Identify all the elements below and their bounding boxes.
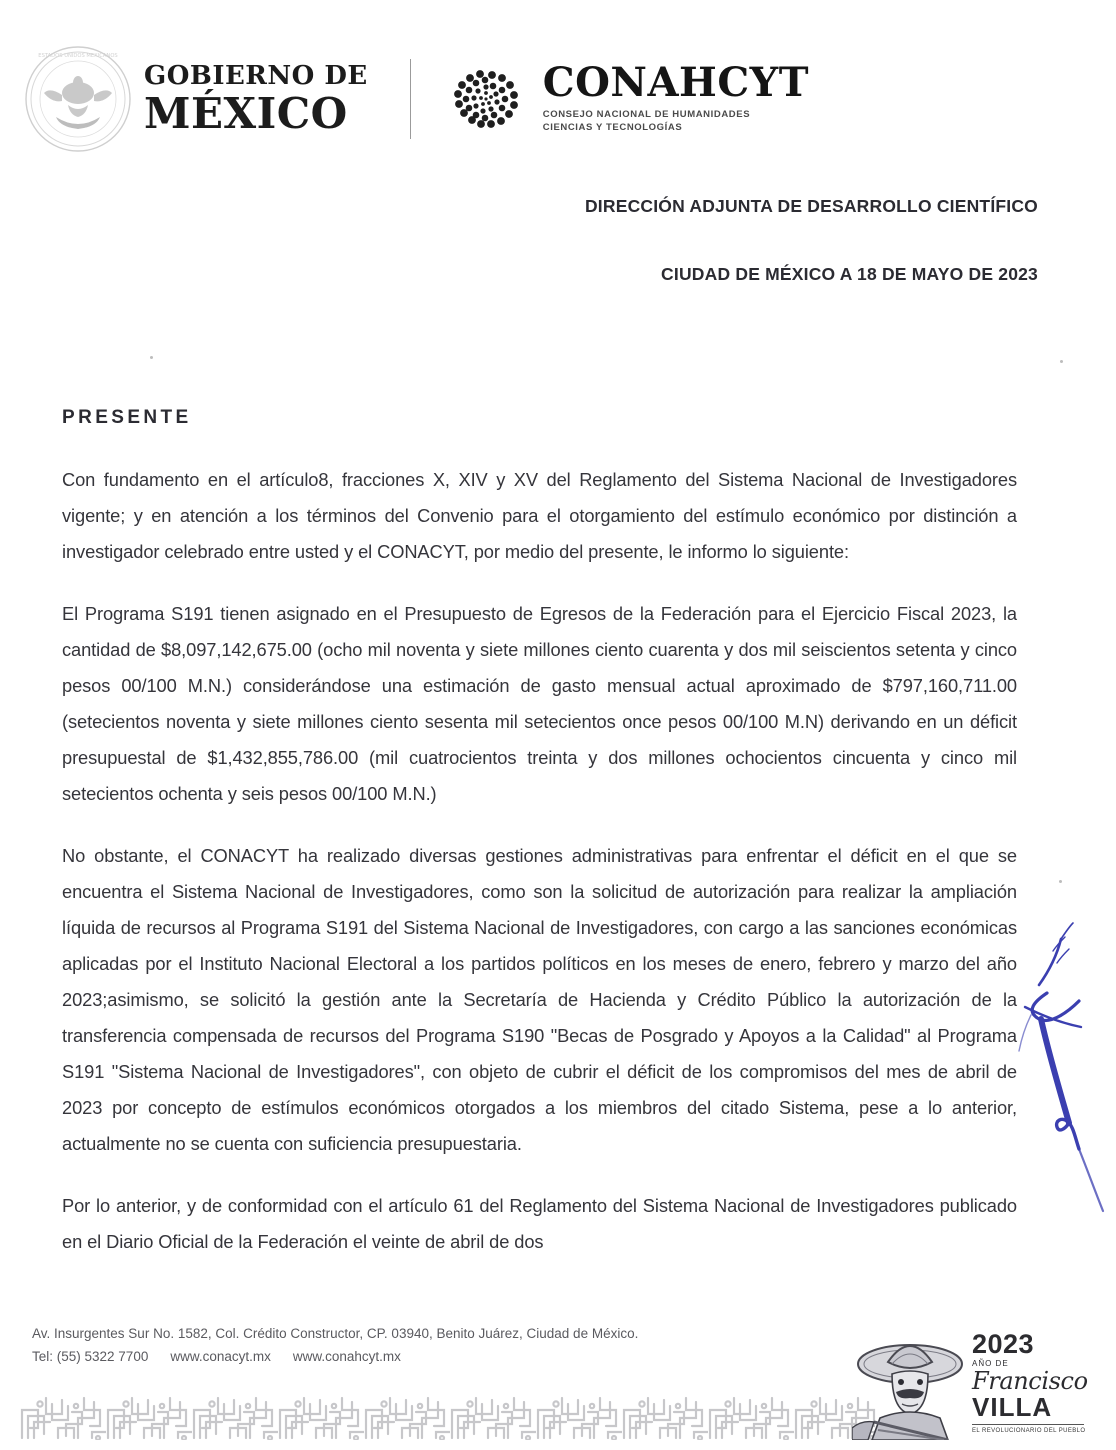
prehispanic-greca-pattern-band-icon [20, 1394, 880, 1440]
mexican-coat-of-arms-seal-icon [22, 43, 134, 155]
gobierno-de-mexico-wordmark [144, 61, 368, 138]
conahcyt-subtitle-line-1: CONSEJO NACIONAL DE HUMANIDADES [542, 109, 751, 121]
scan-speck [1059, 880, 1062, 883]
date-line: CIUDAD DE MÉXICO A 18 DE MAYO DE 2023 [661, 264, 1038, 284]
footer-address-line: Av. Insurgentes Sur No. 1582, Col. Crédito Constructor, CP. 03940, Benito Juárez, Ciudad de México. [32, 1326, 639, 1341]
footer-website-conacyt[interactable]: www.conacyt.mx [170, 1349, 271, 1364]
department-line: DIRECCIÓN ADJUNTA DE DESARROLLO CIENTÍFICO [584, 196, 1038, 216]
body-paragraph: El Programa S191 tienen asignado en el Presupuesto de Egresos de la Federación para el Ejercicio Fiscal 2023, la cantidad de $8,097,142,675.00 (ocho mil noventa y siete millones ciento cuarenta y dos mil seiscientos setenta y cinco pesos 00/100 M.N.) considerándose una estimación de gasto mensual actual aproximado de $797,160,711.00 (setecientos noventa y siete millones ciento sesenta mil setecientos once pesos 00/100 M.N) derivando en un déficit presupuestal de $1,432,855,786.00 (mil cuatrocientos treinta y dos millones ochocientos cincuenta y cinco mil setecientos ochenta y seis pesos 00/100 M.N.) [62, 603, 1017, 804]
body-paragraph: Con fundamento en el artículo8, fracciones X, XIV y XV del Reglamento del Sistema Nacional de Investigadores vigente; y en atención a los términos del Convenio para el otorgamiento del estímulo económico por distinción a investigador celebrado entre usted y el CONACYT, por medio del presente, le informo lo siguiente: [62, 469, 1017, 562]
svg-text:ESTADOS UNIDOS MEXICANOS: ESTADOS UNIDOS MEXICANOS [38, 53, 118, 59]
header-divider [410, 59, 411, 139]
villa-divider [972, 1424, 1084, 1425]
scan-speck [150, 356, 153, 359]
villa-first-name: Francisco [972, 1366, 1088, 1395]
footer-website-conahcyt[interactable]: www.conahcyt.mx [292, 1349, 401, 1364]
body-paragraph: No obstante, el CONACYT ha realizado diversas gestiones administrativas para enfrentar el déficit en el que se encuentra el Sistema Nacional de Investigadores, como son la solicitud de autorización para realizar la ampliación líquida de recursos al Programa S191 del Sistema Nacional de Investigadores, con cargo a las sanciones económicas aplicadas por el Instituto Nacional Electoral a los partidos políticos en los meses de enero, febrero y marzo del año 2023;asimismo, se solicitó la gestión ante la Secretaría de Hacienda y Crédito Público la autorización de la transferencia compensada de recursos del Programa S190 "Becas de Posgrado y Apoyos a la Calidad" al Programa S191 "Sistema Nacional de Investigadores", con objeto de cubrir el déficit de los compromisos del mes de abril de 2023 por concepto de estímulos económicos otorgados a los miembros del citado Sistema, pese a lo anterior, actualmente no se cuenta con suficiencia presupuestaria. [62, 845, 1017, 1154]
addressee-block [418, 196, 1038, 285]
conahcyt-wordmark [542, 59, 809, 135]
footer-phone: Tel: (55) 5322 7700 [32, 1349, 149, 1364]
conahcyt-spiral-dots-logo-icon [443, 56, 529, 142]
villa-tagline: EL REVOLUCIONARIO DEL PUEBLO [972, 1427, 1086, 1434]
document-body [62, 462, 1017, 1260]
gobierno-line-1: GOBIERNO DE [144, 61, 368, 91]
conahcyt-name: CONAHCYT [542, 59, 809, 107]
francisco-villa-portrait-icon [852, 1324, 968, 1440]
gobierno-line-2: MÉXICO [144, 89, 348, 138]
document-footer [0, 1310, 1116, 1450]
villa-year: 2023 [972, 1328, 1035, 1359]
francisco-villa-emblem [852, 1322, 1102, 1442]
body-paragraph: Por lo anterior, y de conformidad con el artículo 61 del Reglamento del Sistema Nacional de Investigadores publicado en el Diario Oficial de la Federación el veinte de abril de dos [62, 1195, 1017, 1252]
footer-address-block [32, 1322, 638, 1368]
scan-speck [1060, 360, 1063, 363]
villa-last-name: VILLA [972, 1391, 1053, 1422]
francisco-villa-text-block [972, 1328, 1088, 1434]
salutation-presente: PRESENTE [62, 407, 192, 428]
villa-ano-de: AÑO DE [972, 1358, 1009, 1368]
conahcyt-subtitle-line-2: CIENCIAS Y TECNOLOGÍAS [542, 122, 683, 133]
document-header [0, 34, 1116, 164]
